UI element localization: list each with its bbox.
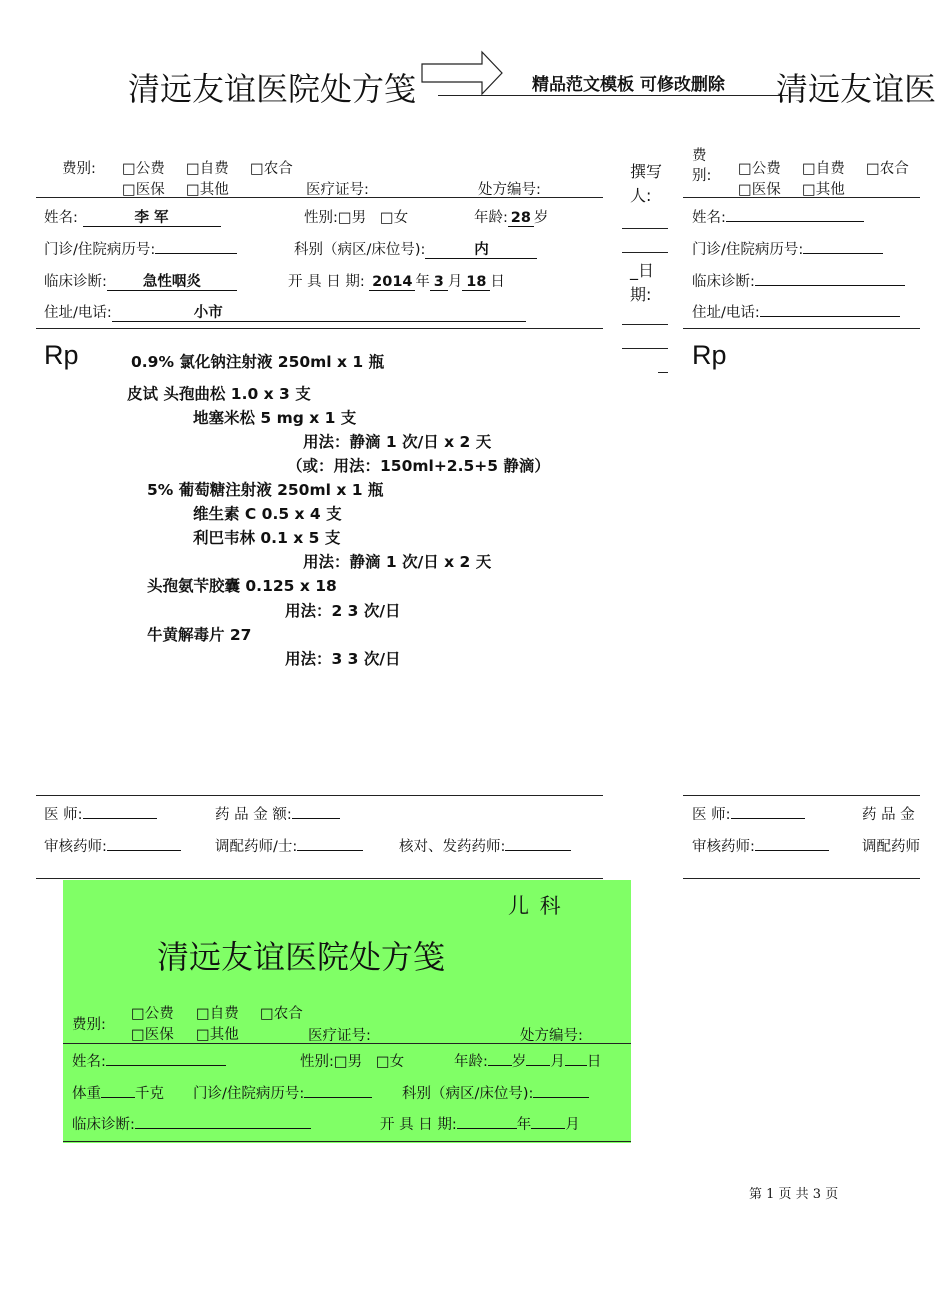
date-month-field[interactable]: 3 [430,274,448,291]
right-diagnosis-label: 临床诊断: [692,274,755,290]
record-row [44,238,237,259]
gender-label: 性别: [304,210,338,226]
right-fee-option[interactable]: □ 农合 [866,157,909,178]
name-label: 姓名: [44,210,78,226]
rx-line: 地塞米松 5 mg x 1 支 [193,409,357,427]
dept-row [294,238,537,259]
ped-gender-female: 女 [389,1054,405,1070]
rx-line: 牛黄解毒片 27 [147,626,252,644]
address-row [44,301,526,322]
middle-rule [622,228,668,229]
checkbox-icon [186,182,200,198]
rx-line: 头孢氨苄胶囊 0.125 x 18 [147,577,337,595]
rx-line: 皮试 头孢曲松 1.0 x 3 支 [127,385,311,403]
fee-option-rural[interactable]: □ 农合 [250,157,293,178]
fee-label: 费别: [62,161,96,177]
right-name-field[interactable] [726,207,864,222]
checkbox-icon [131,1006,145,1022]
ped-date-label: 开 具 日 期: [380,1117,457,1133]
dept-label: 科别（病区/床位号): [294,242,426,258]
right-review-label: 审核药师: [692,839,755,855]
right-fee-option[interactable]: □ 医保 [738,178,781,199]
right-address-row [692,301,900,322]
age-label: 年龄: [474,210,508,226]
rx-line: 用法：静滴 1 次/日 x 2 天 [303,433,492,451]
ped-bottom-divider [63,1141,631,1142]
right-record-row [692,238,883,259]
doctor-label: 医 师: [44,807,83,823]
checkbox-icon [250,161,264,177]
pediatric-dept-tag: 儿 科 [508,894,563,918]
ped-fee-option[interactable]: □ 自费 [196,1002,239,1023]
right-doctor-label: 医 师: [692,807,731,823]
right-rp-symbol: Rp [692,340,727,370]
right-fee-option[interactable]: □ 公费 [738,157,781,178]
checkbox-icon[interactable] [376,1054,390,1070]
rx-line: （或：用法：150ml+2.5+5 静滴） [287,457,550,475]
amount-field[interactable] [292,804,340,819]
amount-label: 药 品 金 额: [215,807,292,823]
checkbox-icon[interactable] [338,210,352,226]
ped-name-label: 姓名: [72,1054,106,1070]
right-address-field[interactable] [760,302,900,317]
rx-line: 用法：2 3 次/日 [285,602,401,620]
middle-rule [658,372,668,373]
arrow-right-icon [420,50,505,98]
right-address-label: 住址/电话: [692,305,760,321]
ped-weight-unit: 千克 [135,1086,164,1102]
ped-age-unit: 岁 [511,1054,527,1070]
right-header-bottom-divider [683,328,920,329]
ped-age-year-field[interactable] [488,1051,512,1066]
ped-dept-row [402,1082,589,1103]
check-row [399,835,571,856]
page-title: 清远友谊医院处方笺 [128,70,417,108]
ped-fee-option[interactable]: □ 公费 [131,1002,174,1023]
ped-header-divider [63,1043,631,1044]
checkbox-icon [802,161,816,177]
right-header-divider [683,197,920,198]
checkbox-icon [131,1027,145,1043]
ped-med-cert-label: 医疗证号: [308,1028,371,1044]
middle-rule [622,348,668,349]
name-field[interactable]: 李 军 [83,210,221,227]
pediatric-title: 清远友谊医院处方笺 [157,938,446,976]
fee-option-insurance[interactable]: □ 医保 [122,178,165,199]
dept-field[interactable]: 内 [425,242,537,259]
gender-group [304,206,408,227]
header-divider [36,197,603,198]
checkbox-icon [186,161,200,177]
right-record-field[interactable] [803,239,883,254]
right-doctor-row [692,803,805,824]
ped-date-unit: 月 [565,1117,580,1133]
date-day-field[interactable]: 18 [462,274,490,291]
check-field[interactable] [505,836,571,851]
ped-fee-label: 费别: [72,1017,106,1033]
ped-age-month-field[interactable] [526,1051,550,1066]
right-fee-option[interactable]: □ 自费 [802,157,845,178]
checkbox-icon[interactable] [380,210,394,226]
ped-diagnosis-field[interactable] [135,1114,311,1129]
gender-male-label: 男 [351,210,367,226]
dispense-field[interactable] [297,836,363,851]
fee-option-self[interactable]: □ 自费 [186,157,229,178]
ped-date-month-field[interactable] [531,1114,565,1129]
ped-weight-label: 体重 [72,1086,101,1102]
ped-date-row [380,1113,580,1134]
record-label: 门诊/住院病历号: [44,242,156,258]
ped-fee-option[interactable]: □ 其他 [196,1023,239,1044]
ped-fee-option[interactable]: □ 农合 [260,1002,303,1023]
header-bottom-divider [36,328,603,329]
doctor-field[interactable] [83,804,157,819]
checkbox-icon [802,182,816,198]
banner-underline [438,95,788,96]
checkbox-icon [122,182,136,198]
date-label: 开 具 日 期: [288,274,365,290]
ped-dept-field[interactable] [533,1083,589,1098]
checkbox-icon [738,161,752,177]
right-fee-label: 费别: [692,148,712,184]
right-review-row [692,835,829,856]
ped-gender-label: 性别: [300,1054,334,1070]
doctor-row [44,803,157,824]
dispense-label: 调配药师/士: [215,839,298,855]
date-row [288,270,505,291]
right-doctor-field[interactable] [731,804,805,819]
diagnosis-field[interactable]: 急性咽炎 [107,274,237,291]
right-name-row [692,206,864,227]
checkbox-icon [260,1006,274,1022]
right-page-title: 清远友谊医 [776,70,936,108]
ped-age-day-field[interactable] [565,1051,587,1066]
review-label: 审核药师: [44,839,107,855]
review-field[interactable] [107,836,181,851]
ped-record-field[interactable] [304,1083,372,1098]
ped-rx-number-label: 处方编号: [520,1028,583,1044]
age-group [474,206,548,227]
diagnosis-label: 临床诊断: [44,274,107,290]
ped-age-unit: 月 [550,1054,565,1070]
right-diagnosis-row [692,270,905,291]
ped-age-unit: 日 [586,1054,602,1070]
ped-diagnosis-row [72,1113,311,1134]
age-field[interactable]: 28 [508,210,534,227]
ped-gender-male: 男 [347,1054,363,1070]
checkbox-icon [196,1006,210,1022]
checkbox-icon [866,161,880,177]
right-signature-top-divider [683,795,920,796]
rx-line: 5% 葡萄糖注射液 250ml x 1 瓶 [147,481,384,499]
ped-record-row [193,1082,372,1103]
middle-rule [622,324,668,325]
right-fee-option[interactable]: □ 其他 [802,178,845,199]
dispense-row [215,835,363,856]
ped-date-year-field[interactable] [457,1114,517,1129]
rx-line: 维生素 C 0.5 x 4 支 [193,505,342,523]
writer-label: 撰写人: [630,162,663,205]
date-year-unit: 年 [415,274,430,290]
ped-gender-group [300,1050,404,1071]
ped-name-field[interactable] [106,1051,226,1066]
right-name-label: 姓名: [692,210,726,226]
ped-name-row [72,1050,226,1071]
right-dispense-label: 调配药师 [862,839,920,855]
date-month-unit: 月 [447,274,463,290]
review-row [44,835,181,856]
medical-cert-label: 医疗证号: [306,182,369,198]
gender-female-label: 女 [393,210,409,226]
record-field[interactable] [155,253,237,254]
rx-line: 用法：3 3 次/日 [285,650,401,668]
right-review-field[interactable] [755,836,829,851]
ped-dept-label: 科别（病区/床位号): [402,1086,534,1102]
ped-age-label: 年龄: [454,1054,488,1070]
check-label: 核对、发药药师: [399,839,506,855]
fee-option-other[interactable]: □ 其他 [186,178,229,199]
right-record-label: 门诊/住院病历号: [692,242,804,258]
right-diagnosis-field[interactable] [755,271,905,286]
address-value: 小市 [193,305,223,321]
ped-weight-field[interactable] [101,1083,135,1098]
rx-line: 0.9% 氯化钠注射液 250ml x 1 瓶 [131,353,385,371]
checkbox-icon [738,182,752,198]
date-year-field[interactable]: 2014 [369,274,415,291]
ped-weight-row [72,1082,164,1103]
rp-symbol: Rp [44,340,79,370]
page-number: 第 1 页 共 3 页 [749,1187,839,1202]
template-banner-text: 精品范文模板 可修改删除 [532,75,725,95]
ped-record-label: 门诊/住院病历号: [193,1086,305,1102]
ped-date-unit: 年 [516,1117,532,1133]
date-day-unit: 日 [490,274,505,290]
rx-line: 用法：静滴 1 次/日 x 2 天 [303,553,492,571]
address-label: 住址/电话: [44,305,112,321]
ped-diagnosis-label: 临床诊断: [72,1117,135,1133]
right-amount-label: 药 品 金 [862,807,915,823]
checkbox-icon [122,161,136,177]
address-field[interactable] [112,305,526,322]
middle-date-label: _日期: [630,261,655,304]
ped-age-group [454,1050,601,1071]
checkbox-icon[interactable] [334,1054,348,1070]
signature-top-divider [36,795,603,796]
fee-option-public[interactable]: □ 公费 [122,157,165,178]
checkbox-icon [196,1027,210,1043]
amount-row [215,803,340,824]
age-unit: 岁 [533,210,549,226]
diagnosis-row [44,270,237,291]
signature-bottom-divider [36,878,603,879]
patient-row [44,206,221,227]
middle-rule [622,252,668,253]
rx-number-label: 处方编号: [478,182,541,198]
rx-line: 利巴韦林 0.1 x 5 支 [193,529,341,547]
ped-fee-option[interactable]: □ 医保 [131,1023,174,1044]
right-signature-bottom-divider [683,878,920,879]
